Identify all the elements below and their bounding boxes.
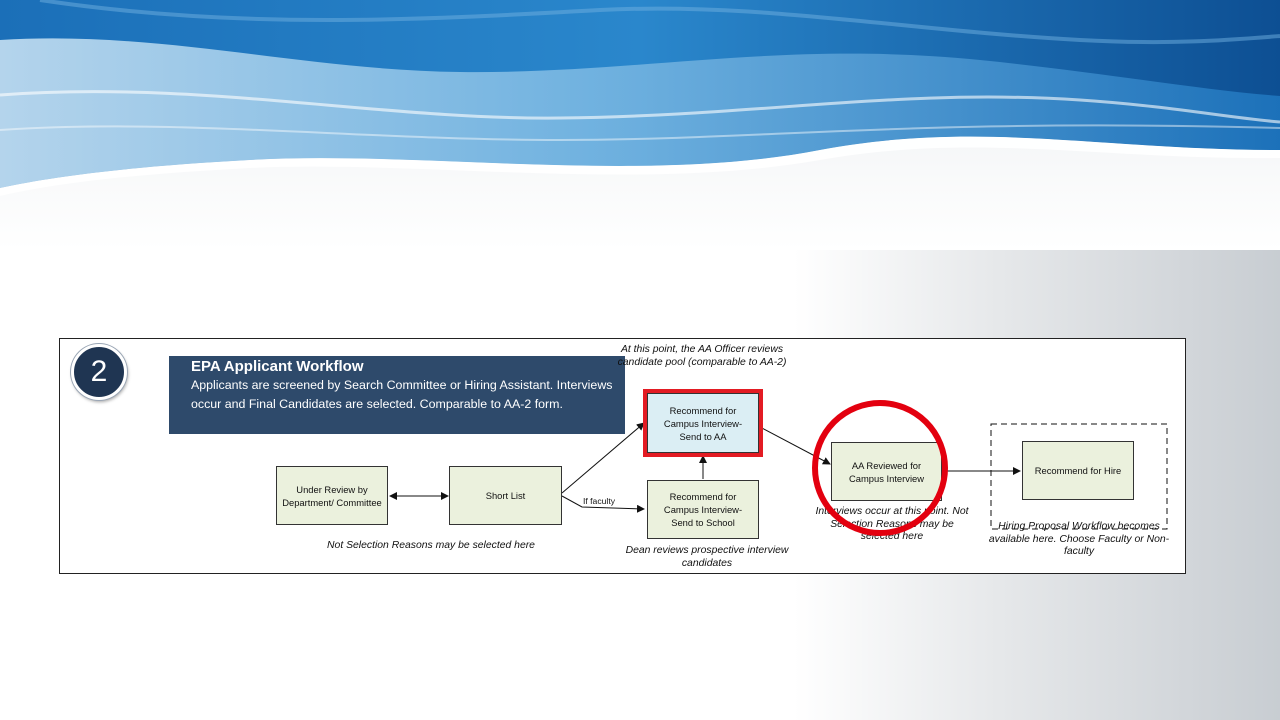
node-recommend-send-school-label: Recommend for Campus Interview- Send to School (663, 491, 743, 528)
workflow-diagram (59, 338, 1186, 574)
highlight-circle (812, 400, 948, 536)
workflow-title: EPA Applicant Workflow (191, 358, 364, 375)
note-interviews-occur: Interviews occur at this point. Not Selection Reasons may be selected here (815, 506, 969, 543)
node-recommend-hire (1022, 441, 1134, 500)
step-number-badge: 2 (71, 344, 127, 400)
workflow-header (169, 356, 625, 434)
note-aa-officer: At this point, the AA Officer reviews candidate pool (comparable to AA-2) (617, 344, 787, 368)
note-hiring-proposal: Hiring Proposal Workflow becomes available here. Choose Faculty or Non-faculty (988, 521, 1170, 558)
workflow-description: Applicants are screened by Search Committee or Hiring Assistant. Interviews occur and Final Candidates are selected. Comparable to AA-2 form. (191, 378, 613, 411)
node-recommend-send-aa-label: Recommend for Campus Interview- Send to AA (663, 404, 743, 442)
node-short-list (449, 466, 562, 525)
edge-label-if-faculty: If faculty (583, 496, 615, 506)
node-recommend-hire-label: Recommend for Hire (1034, 465, 1122, 476)
node-short-list-label: Short List (485, 490, 526, 501)
note-not-selection: Not Selection Reasons may be selected here (327, 540, 535, 551)
node-under-review (276, 466, 388, 525)
node-recommend-send-school (647, 480, 759, 539)
note-dean-reviews: Dean reviews prospective interview candidates (625, 545, 789, 569)
wave-banner (0, 0, 1280, 250)
node-aa-reviewed-label: AA Reviewed for Campus Interview (848, 459, 925, 484)
node-recommend-send-aa (647, 393, 759, 453)
node-under-review-label: Under Review by Department/ Committee (282, 483, 382, 508)
